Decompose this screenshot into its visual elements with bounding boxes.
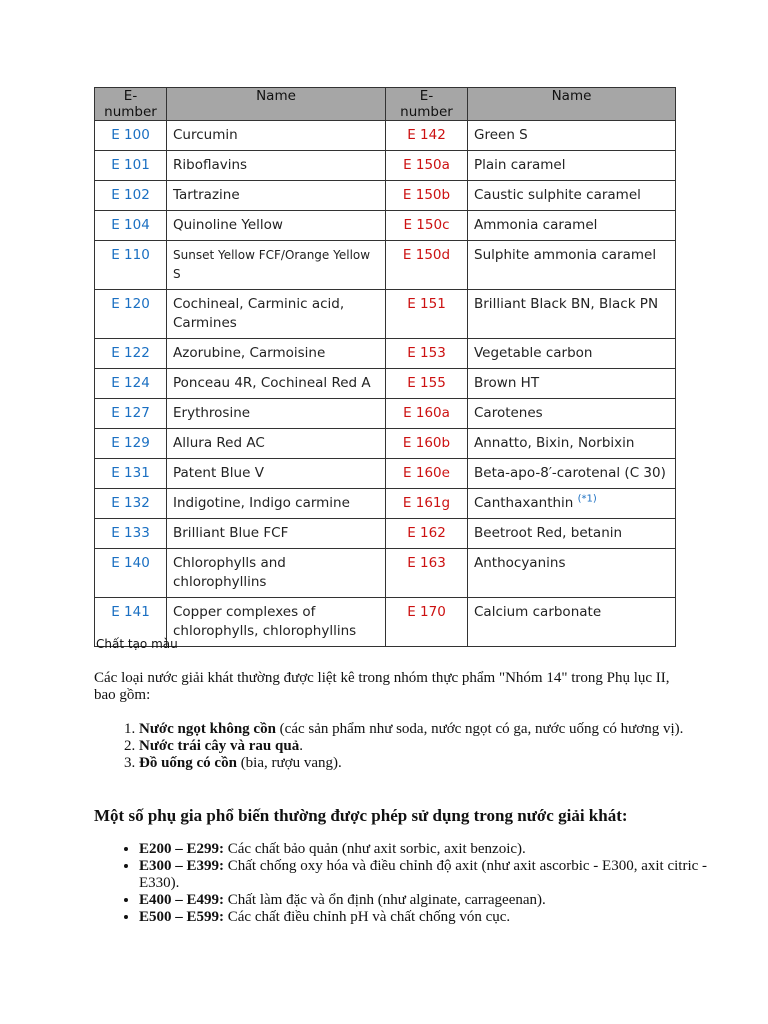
- cell-text: Anthocyanins: [474, 555, 566, 571]
- table-row: [95, 489, 676, 519]
- additive-name-cell: [468, 549, 676, 598]
- table-row: [95, 211, 676, 241]
- cell-text: E 127: [111, 405, 150, 421]
- cell-text: E 150c: [403, 217, 450, 233]
- cell-text: Tartrazine: [173, 187, 240, 203]
- table-row: [95, 399, 676, 429]
- additive-list: [94, 841, 729, 926]
- intro-paragraph: Các loại nước giải khát thường được liệt kê trong nhóm thực phẩm "Nhóm 14" trong Phụ lục II, bao gồm:: [94, 670, 670, 703]
- additive-list-item: [139, 858, 729, 892]
- cell-text: Brown HT: [474, 375, 540, 391]
- food-colour-table: [94, 87, 676, 647]
- additive-name-cell: [167, 399, 386, 429]
- e-number-cell: [95, 211, 167, 241]
- cell-text: E 120: [111, 296, 150, 312]
- additive-name-cell: [468, 241, 676, 290]
- additive-name-cell: [468, 489, 676, 519]
- header-e-number-left: E- number: [95, 88, 167, 121]
- beverage-list-item-text: (các sản phẩm như soda, nước ngọt có ga, nước uống có hương vị).: [275, 721, 684, 737]
- e-number-cell: [95, 241, 167, 290]
- table-row: [95, 290, 676, 339]
- additive-list-item-text: Chất chống oxy hóa và điều chỉnh độ axit (như axit ascorbic - E300, axit citric - E330).: [139, 858, 708, 891]
- additive-name-cell: [167, 369, 386, 399]
- additive-name-cell: [167, 339, 386, 369]
- e-number-cell: [95, 519, 167, 549]
- e-number-cell: [386, 369, 468, 399]
- cell-text: E 131: [111, 465, 150, 481]
- beverage-list-item: [139, 721, 729, 738]
- additive-name-cell: [468, 459, 676, 489]
- cell-text: Allura Red AC: [173, 435, 265, 451]
- header-name-left: Name: [167, 88, 386, 121]
- additive-name-cell: [468, 369, 676, 399]
- table-row: [95, 121, 676, 151]
- e-number-cell: [386, 519, 468, 549]
- cell-text: E 160a: [403, 405, 450, 421]
- cell-text: E 129: [111, 435, 150, 451]
- additive-name-cell: [167, 459, 386, 489]
- cell-text: Beta-apo-8′-carotenal (C 30): [474, 465, 666, 481]
- e-number-cell: [95, 549, 167, 598]
- additive-name-cell: [167, 181, 386, 211]
- cell-text: Patent Blue V: [173, 465, 264, 481]
- cell-text: Plain caramel: [474, 157, 566, 173]
- cell-text: Caustic sulphite caramel: [474, 187, 641, 203]
- cell-text: Beetroot Red, betanin: [474, 525, 623, 541]
- additive-name-cell: [167, 211, 386, 241]
- e-number-cell: [95, 429, 167, 459]
- e-number-cell: [386, 598, 468, 647]
- additive-name-cell: [468, 598, 676, 647]
- cell-text: Indigotine, Indigo carmine: [173, 495, 350, 511]
- cell-text: Quinoline Yellow: [173, 217, 283, 233]
- additive-name-cell: [167, 429, 386, 459]
- cell-text: Calcium carbonate: [474, 604, 602, 620]
- e-number-cell: [95, 489, 167, 519]
- additive-name-cell: [468, 339, 676, 369]
- additive-list-item-bold: E200 – E299:: [139, 841, 225, 857]
- e-number-cell: [95, 151, 167, 181]
- table-row: [95, 598, 676, 647]
- additive-name-cell: [167, 549, 386, 598]
- table-row: [95, 519, 676, 549]
- e-number-cell: [386, 121, 468, 151]
- cell-text: E 170: [407, 604, 446, 620]
- cell-text: Canthaxanthin: [474, 495, 574, 511]
- additive-name-cell: [167, 151, 386, 181]
- additive-name-cell: [468, 121, 676, 151]
- table-row: [95, 459, 676, 489]
- cell-text: Copper complexes of chlorophylls, chlorophyllins: [173, 604, 357, 639]
- cell-text: E 160b: [402, 435, 451, 451]
- e-number-cell: [95, 181, 167, 211]
- table-row: [95, 429, 676, 459]
- cell-text: E 150b: [402, 187, 451, 203]
- cell-text: E 124: [111, 375, 150, 391]
- cell-text: Erythrosine: [173, 405, 251, 421]
- additive-name-cell: [167, 241, 386, 290]
- beverage-list-item-bold: Nước ngọt không cồn: [139, 721, 276, 737]
- additive-list-item-bold: E300 – E399:: [139, 858, 225, 874]
- additive-list-item-text: Các chất điều chỉnh pH và chất chống vón cục.: [224, 909, 511, 925]
- table-row: [95, 241, 676, 290]
- cell-text: E 151: [407, 296, 446, 312]
- additive-list-item: [139, 892, 729, 909]
- e-number-cell: [386, 290, 468, 339]
- additive-name-cell: [167, 489, 386, 519]
- cell-text: Brilliant Blue FCF: [173, 525, 289, 541]
- additive-list-item-text: Chất làm đặc và ổn định (như alginate, carrageenan).: [224, 892, 546, 908]
- footnote-reference-link[interactable]: (*1): [577, 493, 597, 505]
- cell-text: Cochineal, Carminic acid, Carmines: [173, 296, 345, 331]
- table-header-row: [95, 88, 676, 121]
- cell-text: E 162: [407, 525, 446, 541]
- cell-text: E 150a: [403, 157, 450, 173]
- cell-text: E 132: [111, 495, 150, 511]
- beverage-list-item-text: .: [299, 738, 303, 754]
- cell-text: E 133: [111, 525, 150, 541]
- cell-text: E 101: [111, 157, 150, 173]
- e-number-cell: [386, 211, 468, 241]
- cell-text: E 102: [111, 187, 150, 203]
- additive-name-cell: [468, 211, 676, 241]
- e-number-cell: [386, 549, 468, 598]
- cell-text: Carotenes: [474, 405, 543, 421]
- cell-text: Riboflavins: [173, 157, 248, 173]
- additive-list-item: [139, 841, 729, 858]
- header-name-right: Name: [468, 88, 676, 121]
- table-row: [95, 339, 676, 369]
- e-number-cell: [95, 290, 167, 339]
- additive-list-item: [139, 909, 729, 926]
- e-number-cell: [95, 339, 167, 369]
- cell-text: E 100: [111, 127, 150, 143]
- additive-name-cell: [167, 598, 386, 647]
- additive-list-item-text: Các chất bảo quản (như axit sorbic, axit benzoic).: [224, 841, 526, 857]
- cell-text: E 153: [407, 345, 446, 361]
- additive-name-cell: [468, 399, 676, 429]
- cell-text: Sulphite ammonia caramel: [474, 247, 657, 263]
- beverage-list: [94, 721, 729, 772]
- additive-name-cell: [468, 290, 676, 339]
- cell-text: Green S: [474, 127, 528, 143]
- additive-name-cell: [167, 121, 386, 151]
- e-number-cell: [386, 339, 468, 369]
- table-row: [95, 181, 676, 211]
- additive-name-cell: [167, 519, 386, 549]
- table-row: [95, 369, 676, 399]
- additive-name-cell: [167, 290, 386, 339]
- cell-text: Curcumin: [173, 127, 238, 143]
- cell-text: E 142: [407, 127, 446, 143]
- e-number-cell: [386, 399, 468, 429]
- additive-list-item-bold: E400 – E499:: [139, 892, 225, 908]
- cell-text: E 141: [111, 604, 150, 620]
- beverage-list-item: [139, 738, 729, 755]
- cell-text: E 160e: [403, 465, 450, 481]
- e-number-cell: [386, 429, 468, 459]
- cell-text: E 110: [111, 247, 150, 263]
- cell-text: Ammonia caramel: [474, 217, 598, 233]
- e-number-cell: [386, 151, 468, 181]
- cell-text: E 104: [111, 217, 150, 233]
- header-e-number-right: E- number: [386, 88, 468, 121]
- beverage-list-item-bold: Đồ uống có cồn: [139, 755, 237, 771]
- additive-name-cell: [468, 151, 676, 181]
- cell-text: Vegetable carbon: [474, 345, 593, 361]
- cell-text: E 161g: [402, 495, 451, 511]
- beverage-list-item: [139, 755, 729, 772]
- cell-text: Chlorophylls and chlorophyllins: [173, 555, 286, 590]
- cell-text: Sunset Yellow FCF/Orange Yellow S: [173, 248, 371, 281]
- e-number-cell: [95, 369, 167, 399]
- table-row: [95, 549, 676, 598]
- table-caption: Chất tạo màu: [96, 637, 178, 651]
- e-number-cell: [386, 241, 468, 290]
- additive-list-item-bold: E500 – E599:: [139, 909, 225, 925]
- e-number-cell: [95, 459, 167, 489]
- e-number-cell: [95, 121, 167, 151]
- cell-text: E 150d: [402, 247, 451, 263]
- table-row: [95, 151, 676, 181]
- beverage-list-item-text: (bia, rượu vang).: [236, 755, 342, 771]
- e-number-cell: [386, 181, 468, 211]
- e-number-cell: [95, 399, 167, 429]
- beverage-list-item-bold: Nước trái cây và rau quả: [139, 738, 300, 754]
- cell-text: Brilliant Black BN, Black PN: [474, 296, 659, 312]
- cell-text: Azorubine, Carmoisine: [173, 345, 326, 361]
- e-number-cell: [386, 459, 468, 489]
- cell-text: E 122: [111, 345, 150, 361]
- e-number-cell: [386, 489, 468, 519]
- cell-text: Ponceau 4R, Cochineal Red A: [173, 375, 371, 391]
- additive-name-cell: [468, 181, 676, 211]
- additive-name-cell: [468, 429, 676, 459]
- cell-text: Annatto, Bixin, Norbixin: [474, 435, 635, 451]
- additive-name-cell: [468, 519, 676, 549]
- cell-text: E 140: [111, 555, 150, 571]
- cell-text: E 155: [407, 375, 446, 391]
- cell-text: E 163: [407, 555, 446, 571]
- section-heading: Một số phụ gia phổ biến thường được phép sử dụng trong nước giải khát:: [94, 806, 628, 825]
